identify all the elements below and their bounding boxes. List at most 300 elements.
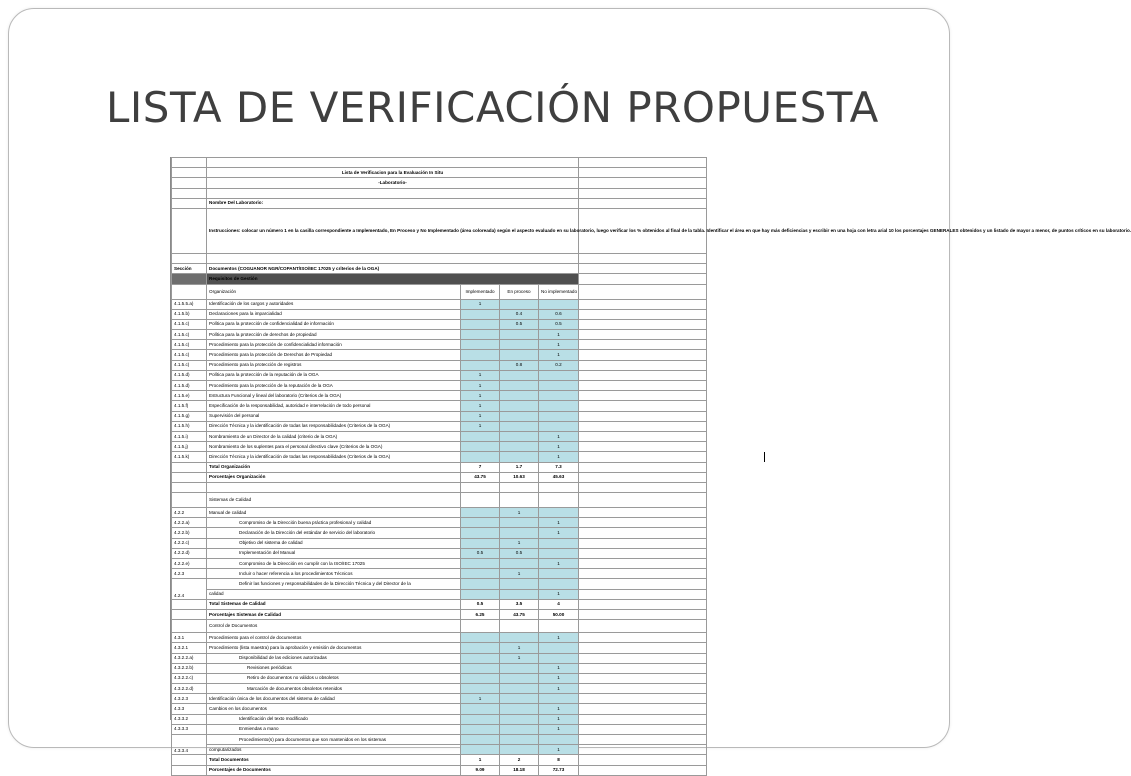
cell-no-implementado: 1 <box>539 714 579 724</box>
cell-implementado <box>461 663 500 673</box>
row-description <box>207 391 461 401</box>
table-row <box>172 694 707 704</box>
percent-row-value: 9.09 <box>461 765 500 775</box>
row-description <box>207 360 461 370</box>
cell-implementado: 0.5 <box>461 548 500 558</box>
total-row-value: 2 <box>500 755 539 765</box>
empty-cell <box>461 579 500 589</box>
row-description <box>207 673 461 683</box>
cell-implementado <box>461 528 500 538</box>
row-description <box>207 340 461 350</box>
cell-en-proceso <box>500 330 539 340</box>
row-description-text: Procedimiento para la protección de confidencialidad información <box>209 341 342 347</box>
empty-cell <box>579 340 707 350</box>
empty-cell <box>579 599 707 609</box>
group-title-control: Control de Documentos <box>207 620 461 633</box>
percent-row-value: 18.18 <box>500 765 539 775</box>
row-code: 4.3.2.3 <box>172 694 207 704</box>
row-description <box>207 538 461 548</box>
cell-no-implementado: 1 <box>539 330 579 340</box>
row-code: 4.2.2 <box>172 508 207 518</box>
cell-no-implementado: 1 <box>539 350 579 360</box>
cell-implementado <box>461 704 500 714</box>
table-row <box>172 518 707 528</box>
table-row <box>172 643 707 653</box>
row-code: 4.1.5.f) <box>172 401 207 411</box>
table-row <box>172 528 707 538</box>
requirements-heading: Requisitos de Gestión <box>207 274 579 284</box>
cell-implementado <box>461 559 500 569</box>
cell-no-implementado: 1 <box>539 684 579 694</box>
cell-no-implementado: 1 <box>539 704 579 714</box>
row-description-text: Nombramiento de los suplentes para el personal directivo clave (Criterios de la OGA) <box>209 443 383 449</box>
empty-cell <box>579 381 707 391</box>
table-row <box>172 431 707 441</box>
row-code: 4.2.3 <box>172 569 207 579</box>
slide-title: LISTA DE VERIFICACIÓN PROPUESTA <box>106 83 879 132</box>
row-code: 4.1.5.c) <box>172 340 207 350</box>
cell-implementado <box>461 633 500 643</box>
row-description-text: Disponibilidad de las ediciones autorizadas <box>239 655 327 661</box>
cell-no-implementado: 1 <box>539 673 579 683</box>
cell-en-proceso <box>500 724 539 734</box>
row-description-text: Procedimiento para la protección de la reputación de la OGA <box>209 382 333 388</box>
empty-cell <box>579 370 707 380</box>
percent-row-label: Porcentajes Sistemas de Calidad <box>207 609 461 619</box>
percent-row-value: 43.75 <box>461 472 500 482</box>
row-description-text: Política para la protección de la reputación de la OGA <box>209 372 319 378</box>
table-row <box>172 391 707 401</box>
row-description-text: Identificación del texto modificado <box>239 716 308 722</box>
empty-cell <box>500 579 539 589</box>
empty-cell <box>579 452 707 462</box>
row-description-text: Dirección Técnica y la identificación de todas las responsabilidades (Criterios de la OGA) <box>209 423 391 429</box>
row-description-text: Declaraciones para la imparcialidad <box>209 311 282 317</box>
row-description-text: Estructura Funcional y lineal del laboratorio (Criterios de la OGA) <box>209 392 342 398</box>
row-description-text: Procedimiento para la protección de registros <box>209 362 302 368</box>
cell-implementado <box>461 653 500 663</box>
empty-cell <box>579 528 707 538</box>
cell-no-implementado: 1 <box>539 559 579 569</box>
empty-cell <box>579 508 707 518</box>
cell-implementado <box>461 724 500 734</box>
row-code: 4.2.2.a) <box>172 518 207 528</box>
empty-cell <box>579 431 707 441</box>
cell-implementado: 1 <box>461 411 500 421</box>
cell-implementado <box>461 431 500 441</box>
row-description <box>207 309 461 319</box>
empty-cell <box>579 684 707 694</box>
row-description-text: Identificación de los cargos y autoridades <box>209 301 294 307</box>
percent-row <box>172 765 707 775</box>
cell-no-implementado <box>539 401 579 411</box>
percent-row-label: Porcentajes Organización <box>207 472 461 482</box>
cell-en-proceso: 0.5 <box>500 548 539 558</box>
row-description-text: Retiro de documentos no válidos u obsoletos <box>247 675 339 681</box>
cell-no-implementado: 1 <box>539 633 579 643</box>
row-description <box>207 518 461 528</box>
table-row <box>172 704 707 714</box>
total-row-label: Total Sistemas de Calidad <box>207 599 461 609</box>
cell-implementado <box>461 673 500 683</box>
table-row <box>172 569 707 579</box>
row-code: 4.1.5.h) <box>172 421 207 431</box>
table-row <box>172 589 707 599</box>
table-row <box>172 309 707 319</box>
empty-cell <box>579 299 707 309</box>
cell-implementado <box>461 643 500 653</box>
empty-cell <box>579 765 707 775</box>
row-description <box>207 508 461 518</box>
row-description-text: Compromiso de la Dirección en cumplir con la ISO/IEC 17025 <box>239 560 365 566</box>
row-description <box>207 643 461 653</box>
cell-implementado <box>461 518 500 528</box>
percent-row <box>172 609 707 619</box>
row-code: 4.2.2.c) <box>172 538 207 548</box>
cell-no-implementado <box>539 411 579 421</box>
empty-cell <box>579 401 707 411</box>
cell-en-proceso <box>500 431 539 441</box>
cell-implementado <box>461 684 500 694</box>
empty-cell <box>579 609 707 619</box>
empty-cell <box>579 350 707 360</box>
row-description <box>207 569 461 579</box>
row-description <box>207 724 461 734</box>
cell-en-proceso <box>500 684 539 694</box>
total-row-value: 7.3 <box>539 462 579 472</box>
cell-en-proceso <box>500 663 539 673</box>
cell-en-proceso: 0.5 <box>500 319 539 329</box>
empty-cell <box>172 765 207 775</box>
row-code: 4.3.3.2 <box>172 714 207 724</box>
cell-en-proceso <box>500 411 539 421</box>
row-description-text: Supervisión del personal <box>209 413 260 419</box>
row-description <box>207 633 461 643</box>
row-description <box>207 663 461 673</box>
row-description <box>207 694 461 704</box>
table-row <box>172 360 707 370</box>
total-row-label: Total Documentos <box>207 755 461 765</box>
cell-en-proceso <box>500 694 539 704</box>
row-code: 4.1.5.c) <box>172 350 207 360</box>
col-header-implementado: Implementado <box>461 284 500 299</box>
cell-en-proceso <box>500 340 539 350</box>
empty-cell <box>579 548 707 558</box>
table-row <box>172 340 707 350</box>
row-code: 4.3.2.2.b) <box>172 663 207 673</box>
table-row <box>172 633 707 643</box>
empty-cell <box>579 579 707 589</box>
sheet-header-subtitle: -Laboratorio- <box>207 178 579 188</box>
table-row <box>172 508 707 518</box>
empty-cell <box>539 735 579 745</box>
row-description-text: Compromiso de la Dirección buena práctica profesional y calidad <box>239 519 372 525</box>
spreadsheet-image <box>170 157 1131 773</box>
row-code: 4.1.5.k) <box>172 452 207 462</box>
row-description <box>207 735 461 745</box>
section-documents: Documentos (COGUANOR NGR/COPANT/ISO/IEC 17025 y criterios de la OGA) <box>207 264 579 274</box>
total-row-value: 8 <box>539 755 579 765</box>
empty-cell <box>579 663 707 673</box>
cell-no-implementado: 0.2 <box>539 360 579 370</box>
cell-en-proceso: 0.8 <box>500 360 539 370</box>
cell-implementado <box>461 538 500 548</box>
row-code: 4.1.5.c) <box>172 319 207 329</box>
empty-cell <box>579 673 707 683</box>
empty-cell <box>579 714 707 724</box>
cell-no-implementado <box>539 299 579 309</box>
row-description-text: Especificación de la responsabilidad, autoridad e interrelación de todo personal <box>209 402 371 408</box>
row-code: 4.1.5.c) <box>172 330 207 340</box>
empty-cell <box>579 330 707 340</box>
empty-cell <box>172 472 207 482</box>
table-row <box>172 653 707 663</box>
cell-en-proceso <box>500 370 539 380</box>
cell-implementado <box>461 309 500 319</box>
empty-cell <box>579 735 707 745</box>
row-description-text: Dirección Técnica y la identificación de todas las responsabilidades (Criterios de la OGA) <box>209 453 391 459</box>
empty-cell <box>579 704 707 714</box>
row-code: 4.3.1 <box>172 633 207 643</box>
table-row <box>172 579 707 589</box>
section-label: Sección <box>172 264 207 274</box>
empty-cell <box>579 694 707 704</box>
empty-cell <box>579 421 707 431</box>
cell-no-implementado: 1 <box>539 528 579 538</box>
row-description <box>207 704 461 714</box>
table-row <box>172 735 707 745</box>
cell-implementado <box>461 350 500 360</box>
row-description-text: Marcación de documentos obsoletos retenidos <box>247 685 342 691</box>
row-code: 4.1.5.j) <box>172 442 207 452</box>
cell-no-implementado <box>539 653 579 663</box>
cell-no-implementado: 1 <box>539 442 579 452</box>
cell-en-proceso <box>500 299 539 309</box>
cell-implementado: 1 <box>461 401 500 411</box>
row-code: 4.3.3 <box>172 704 207 714</box>
cell-implementado <box>461 442 500 452</box>
cell-implementado <box>461 360 500 370</box>
empty-cell <box>579 360 707 370</box>
cell-no-implementado <box>539 381 579 391</box>
row-description <box>207 714 461 724</box>
row-description-text: Procedimiento(s) para documentos que son mantenidos en los sistemas <box>239 736 387 742</box>
cell-no-implementado <box>539 538 579 548</box>
percent-row <box>172 472 707 482</box>
row-description-cont: computarizados <box>207 745 461 755</box>
cell-en-proceso: 1 <box>500 653 539 663</box>
cell-implementado: 1 <box>461 381 500 391</box>
table-row <box>172 745 707 755</box>
cell-en-proceso <box>500 401 539 411</box>
row-description <box>207 548 461 558</box>
cell-en-proceso <box>500 633 539 643</box>
row-description-text: Revisiones periódicas <box>247 665 292 671</box>
cell-en-proceso <box>500 673 539 683</box>
row-code: 4.3.3.3 <box>172 724 207 734</box>
row-description-text: Nombramiento de un Director de la calidad (criterio de la OGA) <box>209 433 338 439</box>
cell-implementado: 1 <box>461 370 500 380</box>
cell-en-proceso: 0.4 <box>500 309 539 319</box>
row-code: 4.1.5.c) <box>172 360 207 370</box>
row-description <box>207 421 461 431</box>
cell-en-proceso <box>500 381 539 391</box>
cell-no-implementado: 1 <box>539 431 579 441</box>
cell-cursor <box>764 452 765 462</box>
cell-en-proceso <box>500 391 539 401</box>
percent-row-label: Porcentajes de Documentos <box>207 765 461 775</box>
col-header-en-proceso: En proceso <box>500 284 539 299</box>
row-description-text: Política para la protección de confidencialidad de información <box>209 321 334 327</box>
row-description <box>207 411 461 421</box>
table-row <box>172 724 707 734</box>
cell-no-implementado <box>539 548 579 558</box>
percent-row-value: 50.00 <box>539 609 579 619</box>
row-code: 4.2.2.e) <box>172 559 207 569</box>
empty-cell <box>579 589 707 599</box>
row-description-text: Cambios en los documentos <box>209 706 267 712</box>
empty-cell <box>579 442 707 452</box>
empty-cell <box>579 518 707 528</box>
row-code: 4.1.5.b) <box>172 309 207 319</box>
cell-no-implementado: 1 <box>539 518 579 528</box>
empty-cell <box>579 472 707 482</box>
table-row <box>172 330 707 340</box>
cell-implementado: 1 <box>461 421 500 431</box>
cell-no-implementado: 1 <box>539 745 579 755</box>
row-description <box>207 579 461 589</box>
empty-cell <box>579 319 707 329</box>
cell-en-proceso: 1 <box>500 569 539 579</box>
row-code: 4.3.2.2.a) <box>172 653 207 663</box>
empty-cell <box>461 735 500 745</box>
row-description <box>207 684 461 694</box>
total-row-value: 3.5 <box>500 599 539 609</box>
empty-cell <box>172 609 207 619</box>
row-code: 4.1.5.i) <box>172 431 207 441</box>
row-description <box>207 299 461 309</box>
cell-implementado <box>461 714 500 724</box>
row-code: 4.1.5.d) <box>172 370 207 380</box>
cell-implementado <box>461 589 500 599</box>
cell-en-proceso <box>500 518 539 528</box>
row-description <box>207 350 461 360</box>
row-description <box>207 653 461 663</box>
group-title-organizacion: Organización <box>207 284 461 299</box>
total-row-value: 4 <box>539 599 579 609</box>
group-title-sistemas: Sistemas de Calidad <box>207 493 461 508</box>
cell-en-proceso: 1 <box>500 538 539 548</box>
empty-cell <box>579 724 707 734</box>
cell-en-proceso <box>500 442 539 452</box>
sheet-header-title: Lista de Verificacion para la Evaluación In Situ <box>207 168 579 178</box>
row-description-text: Procedimiento (lista maestra) para la aprobación y emisión de documentos <box>209 644 362 650</box>
row-description-text: Implementación del Manual <box>239 550 296 556</box>
empty-cell <box>579 643 707 653</box>
cell-no-implementado: 1 <box>539 340 579 350</box>
row-description-cont: calidad <box>207 589 461 599</box>
empty-cell <box>172 599 207 609</box>
row-description-text: Objetivo del sistema de calidad <box>239 540 303 546</box>
row-description-text: Procedimiento para la protección de Derechos de Propiedad <box>209 352 333 358</box>
cell-implementado <box>461 452 500 462</box>
row-code: 4.2.2.d) <box>172 548 207 558</box>
table-row <box>172 673 707 683</box>
empty-cell <box>172 755 207 765</box>
empty-cell <box>579 745 707 755</box>
cell-no-implementado <box>539 421 579 431</box>
row-code: 4.3.2.1 <box>172 643 207 653</box>
cell-implementado: 1 <box>461 694 500 704</box>
row-description-text: Definir las funciones y responsabilidades de la Dirección Técnica y del Director de la <box>239 580 411 586</box>
row-description <box>207 319 461 329</box>
table-row <box>172 350 707 360</box>
total-row-value: 1 <box>461 755 500 765</box>
row-description-text: Identificación única de los documentos del sistema de calidad <box>209 695 335 701</box>
empty-cell <box>579 755 707 765</box>
total-row-value: 0.5 <box>461 599 500 609</box>
table-row <box>172 370 707 380</box>
cell-implementado <box>461 745 500 755</box>
cell-no-implementado <box>539 694 579 704</box>
total-row <box>172 462 707 472</box>
cell-no-implementado: 1 <box>539 724 579 734</box>
cell-implementado <box>461 508 500 518</box>
row-description <box>207 401 461 411</box>
table-row <box>172 421 707 431</box>
cell-en-proceso: 1 <box>500 508 539 518</box>
total-row-value: 1.7 <box>500 462 539 472</box>
empty-cell <box>500 735 539 745</box>
lab-name-label: Nombre Del Laboratorio: <box>207 198 579 208</box>
cell-en-proceso <box>500 704 539 714</box>
row-description-text: Manual de calidad <box>209 509 247 515</box>
table-row <box>172 538 707 548</box>
row-code: 4.3.2.2.c) <box>172 673 207 683</box>
cell-no-implementado <box>539 508 579 518</box>
cell-implementado <box>461 319 500 329</box>
table-row <box>172 401 707 411</box>
empty-cell <box>579 462 707 472</box>
percent-row-value: 6.25 <box>461 609 500 619</box>
row-code: 4.1.5.e) <box>172 391 207 401</box>
percent-row-value: 45.63 <box>539 472 579 482</box>
table-row <box>172 452 707 462</box>
cell-en-proceso <box>500 421 539 431</box>
col-header-no-implementado: No implementado <box>539 284 579 299</box>
cell-en-proceso <box>500 452 539 462</box>
table-row <box>172 714 707 724</box>
empty-cell <box>172 462 207 472</box>
row-description-text: Incluir o hacer referencia a los procedimientos Técnicos <box>239 570 353 576</box>
empty-cell <box>539 579 579 589</box>
empty-cell <box>579 538 707 548</box>
row-code: 4.1.5.d) <box>172 381 207 391</box>
row-description-text: Declaración de la Dirección del estándar de servicio del laboratorio <box>239 530 376 536</box>
row-description <box>207 442 461 452</box>
empty-cell <box>579 411 707 421</box>
row-description <box>207 528 461 538</box>
instructions-text: Instrucciones: colocar un número 1 en la casilla correspondiente a Implementado, En Proceso y No Implementado (área coloreada) según el aspecto evaluado en su laboratorio, luego verificar los % obtenidos al final de la tabla. Identificar el área en que hay más deficiencias y escribir en una hoja con letra arial 10 los porcentajes GENERALES obtenidos y un listado de mayor a menor, de puntos críticos en su laboratorio. <box>207 208 579 253</box>
row-description-text: Procedimiento para el control de documentos <box>209 634 302 640</box>
table-row <box>172 411 707 421</box>
cell-en-proceso <box>500 745 539 755</box>
total-row-value: 7 <box>461 462 500 472</box>
cell-implementado: 1 <box>461 391 500 401</box>
empty-cell <box>579 559 707 569</box>
row-code: 4.1.5.5.a) <box>172 299 207 309</box>
row-description-text: Política para la protección de derechos de propiedad <box>209 331 317 337</box>
